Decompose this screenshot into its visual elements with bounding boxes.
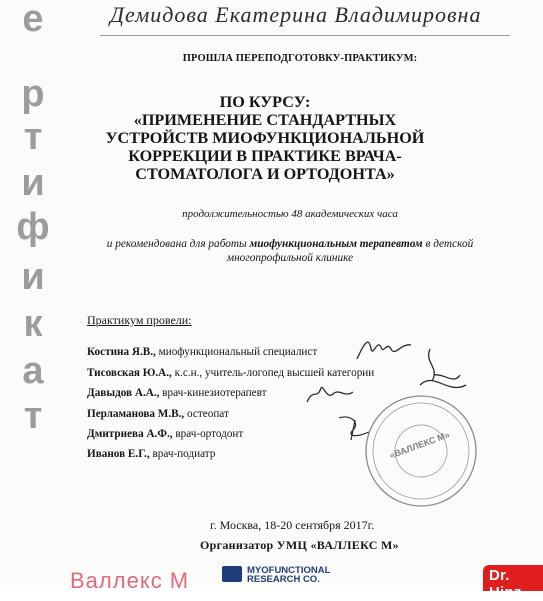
vallex-logo: Валлекс М [70,568,190,593]
organizer: Организатор УМЦ «ВАЛЛЕКС М» [200,538,399,552]
staff-role: остеопат [184,408,229,420]
mrc-line1: MYOFUNCTIONAL [247,565,331,576]
course-heading [100,93,430,183]
signature-kostina [355,335,415,365]
staff-row [87,367,374,379]
staff-role: миофункциональный специалист [155,346,318,358]
side-title-letter: и [21,256,45,298]
side-title-letter: к [23,303,43,345]
staff-name: Костина Я.В., [87,346,156,358]
staff-role: врач-подиатр [149,448,216,460]
recommendation-text [100,237,480,265]
course-name: «ПРИМЕНЕНИЕ СТАНДАРТНЫХ УСТРОЙСТВ МИОФУНКЦИОНАЛЬНОЙ КОРРЕКЦИИ В ПРАКТИКЕ ВРАЧА-СТОМАТОЛОГА И ОРТОДОНТА» [105,111,425,183]
staff-name: Дмитриева А.Ф., [87,428,173,440]
recommendation-part2: в детской многопрофильной клинике [226,238,474,264]
side-title-letter: т [23,395,43,437]
recipient-underline [100,35,510,36]
recipient-name: Демидова Екатерина Владимировна [110,2,482,27]
staff-row [87,387,266,399]
signature-davydov [305,382,355,406]
staff-row [87,448,215,460]
staff-row [87,408,229,420]
staff-role: к.с.н., учитель-логопед высшей категории [171,367,375,379]
course-duration: продолжительностью 48 академических часа [182,208,398,220]
staff-name: Перламанова М.В., [87,408,185,420]
mrc-line2: RESEARCH CO. [247,574,320,585]
drhinz-text: Dr. Hinz [489,567,522,601]
staff-name: Давыдов А.А., [87,387,160,399]
staff-row [87,346,317,358]
side-title-letter: а [22,350,44,392]
side-title-letter: р [21,73,45,115]
staff-role: врач-ортодонт [172,428,244,440]
staff-name: Иванов Е.Г., [87,448,150,460]
side-title-letter: е [22,0,44,40]
staff-role: врач-кинезиотерапевт [159,387,267,399]
course-prefix: ПО КУРСУ: [219,93,311,111]
mrc-logo [222,566,330,584]
city-date: г. Москва, 18-20 сентября 2017г. [210,518,375,532]
completed-label: ПРОШЛА ПЕРЕПОДГОТОВКУ-ПРАКТИКУМ: [182,53,418,64]
recommendation-bold: миофункциональным терапевтом [249,238,423,250]
side-title-letter: и [21,162,45,204]
side-title-letter: ф [16,206,50,248]
staff-name: Тисовская Ю.А., [87,367,172,379]
side-title-letter: т [23,116,43,158]
drhinz-logo [483,565,543,601]
mrc-text [247,566,330,584]
organization-stamp [362,392,480,510]
stamp-text: «ВАЛЛЕКС М» [388,429,451,461]
staff-row [87,428,243,440]
recommendation-part1: и рекомендована для работы [106,238,250,250]
practicum-title: Практикум провели: [87,313,192,327]
mrc-badge-icon [222,566,242,582]
